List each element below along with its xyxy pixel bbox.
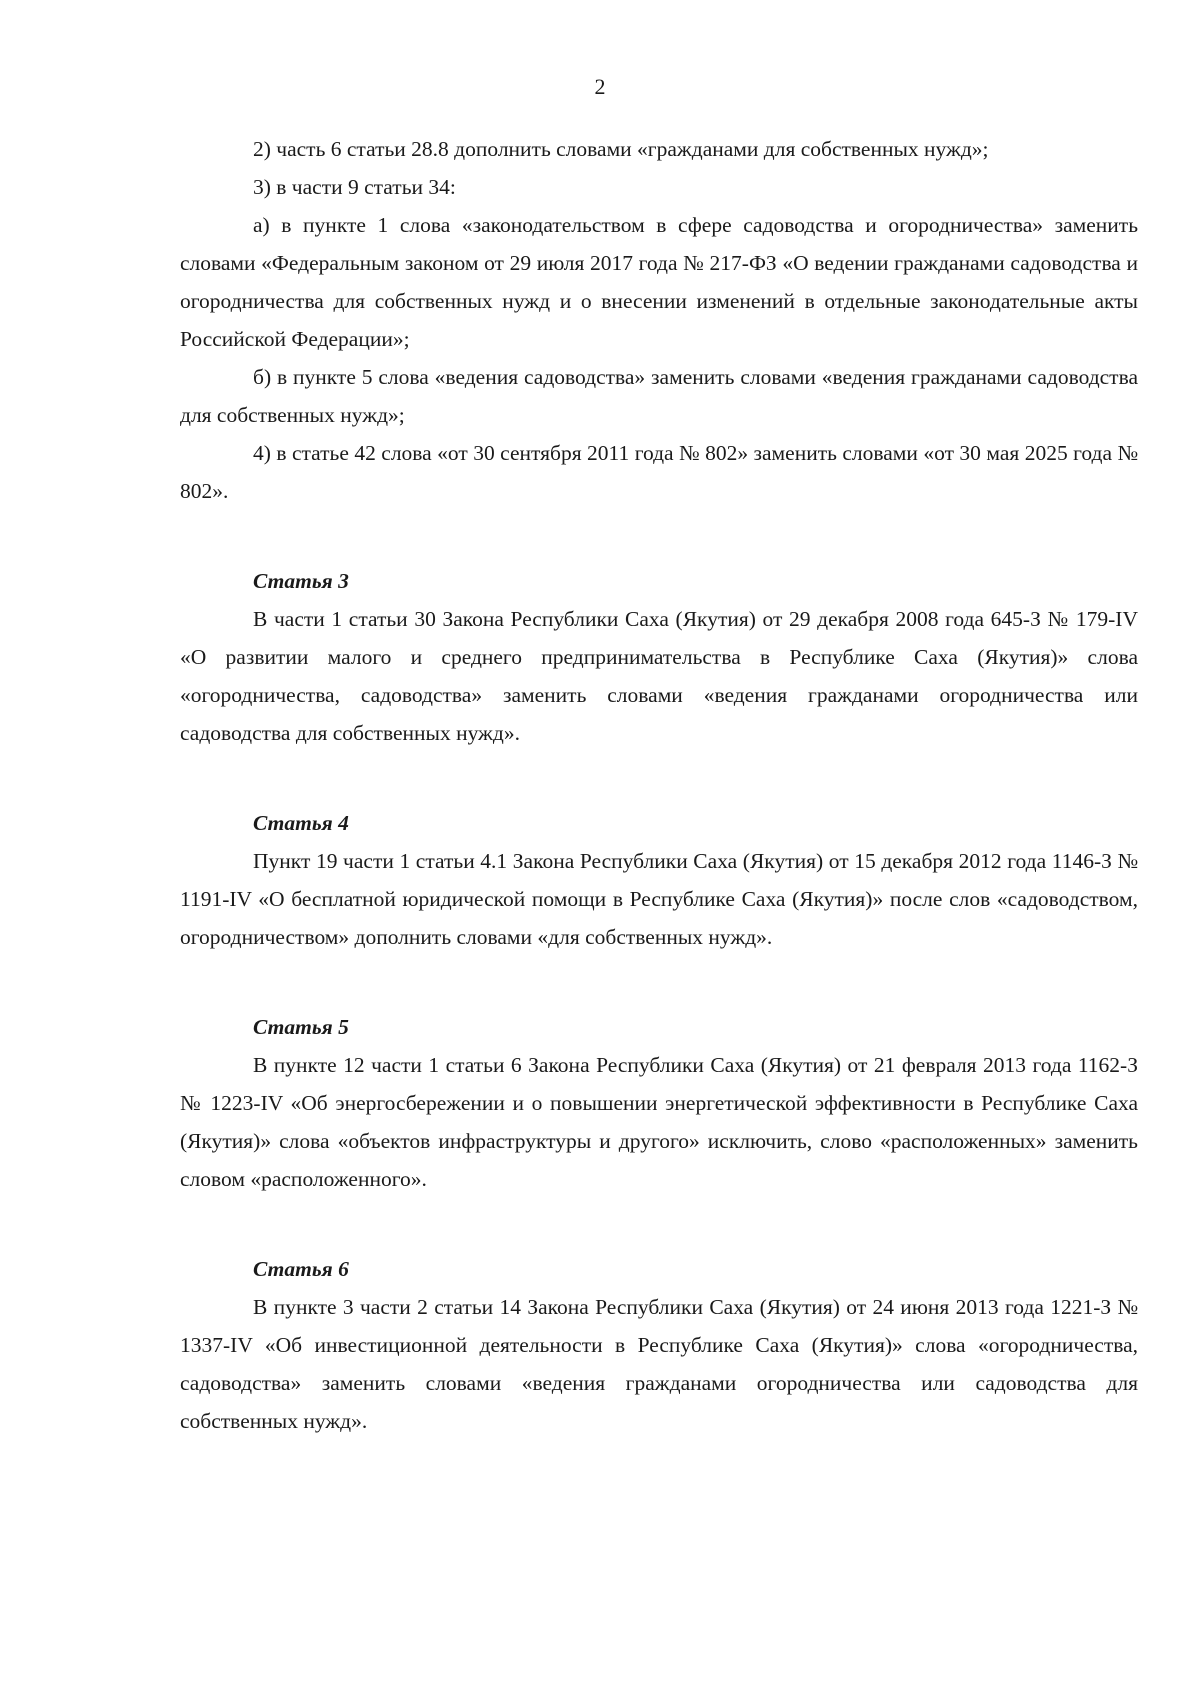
article-title: Статья 6	[253, 1257, 349, 1281]
article-title: Статья 3	[253, 569, 349, 593]
article-text: Пункт 19 части 1 статьи 4.1 Закона Республики Саха (Якутия) от 15 декабря 2012 года 1146-З № 1191-IV «О бесплатной юридической помощи в Республике Саха (Якутия)» после слов «садоводством, огородничеством» дополнить словами «для собственных нужд».	[180, 849, 1138, 949]
article-text: В части 1 статьи 30 Закона Республики Саха (Якутия) от 29 декабря 2008 года 645-З № 179-IV «О развитии малого и среднего предпринимательства в Республике Саха (Якутия)» слова «огородничества, садоводства» заменить словами «ведения гражданами огородничества или садоводства для собственных нужд».	[180, 607, 1138, 745]
article-6	[180, 1250, 1138, 1440]
amendment-item-2: 2) часть 6 статьи 28.8 дополнить словами «гражданами для собственных нужд»;	[253, 137, 989, 161]
amendment-item-4: 4) в статье 42 слова «от 30 сентября 2011 года № 802» заменить словами «от 30 мая 2025 года № 802».	[180, 441, 1138, 503]
article-3	[180, 562, 1138, 752]
article-text: В пункте 12 части 1 статьи 6 Закона Республики Саха (Якутия) от 21 февраля 2013 года 1162-З № 1223-IV «Об энергосбережении и о повышении энергетической эффективности в Республике Саха (Якутия)» слова «объектов инфраструктуры и другого» исключить, слово «расположенных» заменить словом «расположенного».	[180, 1053, 1138, 1191]
article-title: Статья 5	[253, 1015, 349, 1039]
amendment-item-3b: б) в пункте 5 слова «ведения садоводства» заменить словами «ведения гражданами садоводства для собственных нужд»;	[180, 365, 1138, 427]
page-number: 2	[594, 74, 606, 99]
amendment-item-3: 3) в части 9 статьи 34:	[253, 175, 456, 199]
document-body	[180, 130, 1138, 1440]
article-text: В пункте 3 части 2 статьи 14 Закона Республики Саха (Якутия) от 24 июня 2013 года 1221-З № 1337-IV «Об инвестиционной деятельности в Республике Саха (Якутия)» слова «огородничества, садоводства» заменить словами «ведения гражданами огородничества или садоводства для собственных нужд».	[180, 1295, 1138, 1433]
article-4	[180, 804, 1138, 956]
amendment-item-3a: а) в пункте 1 слова «законодательством в сфере садоводства и огородничества» заменить словами «Федеральным законом от 29 июля 2017 года № 217-ФЗ «О ведении гражданами садоводства и огородничества для собственных нужд и о внесении изменений в отдельные законодательные акты Российской Федерации»;	[180, 213, 1138, 351]
article-title: Статья 4	[253, 811, 349, 835]
article-5	[180, 1008, 1138, 1198]
